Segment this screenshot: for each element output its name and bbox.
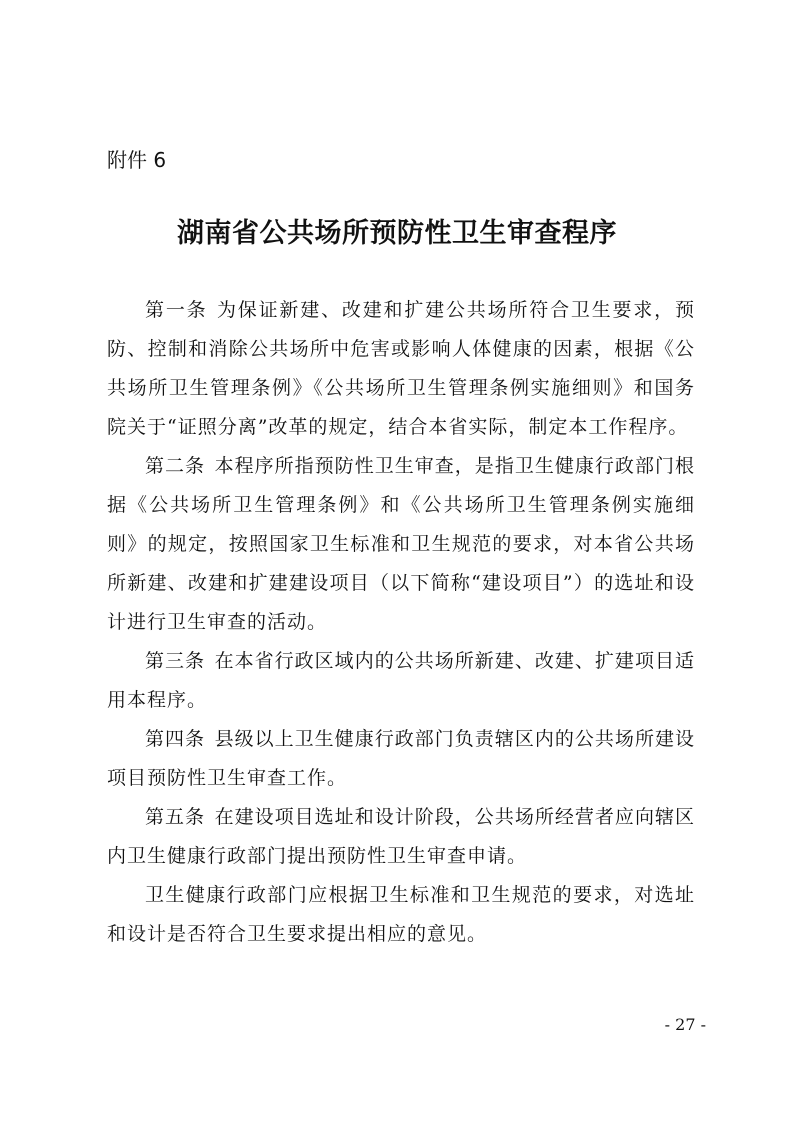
- paragraph-article-1: [107, 291, 695, 447]
- paragraph-text: 本程序所指预防性卫生审查，是指卫生健康行政部门根据《公共场所卫生管理条例》和《公共场所卫生管理条例实施细则》的规定，按照国家卫生标准和卫生规范的要求，对本省公共场所新建、改建和扩建建设项目（以下简称“建设项目”）的选址和设计进行卫生审查的活动。: [107, 455, 695, 633]
- paragraph-text: 在本省行政区域内的公共场所新建、改建、扩建项目适用本程序。: [107, 650, 695, 711]
- attachment-label: 附件 6: [107, 148, 167, 172]
- article-number: 第三条: [145, 650, 206, 672]
- article-number: 第五条: [145, 806, 206, 828]
- article-number: 第二条: [145, 455, 206, 477]
- document-body: [107, 291, 695, 954]
- paragraph-article-4: [107, 720, 695, 798]
- article-number: 第四条: [145, 728, 206, 750]
- paragraph-text: 县级以上卫生健康行政部门负责辖区内的公共场所建设项目预防性卫生审查工作。: [107, 728, 695, 789]
- paragraph-article-2: [107, 447, 695, 642]
- paragraph-article-3: [107, 642, 695, 720]
- paragraph-text: 卫生健康行政部门应根据卫生标准和卫生规范的要求，对选址和设计是否符合卫生要求提出相应的意见。: [107, 884, 695, 945]
- document-title: 湖南省公共场所预防性卫生审查程序: [177, 218, 617, 249]
- article-number: 第一条: [145, 299, 208, 321]
- paragraph-text: 为保证新建、改建和扩建公共场所符合卫生要求，预防、控制和消除公共场所中危害或影响人体健康的因素，根据《公共场所卫生管理条例》《公共场所卫生管理条例实施细则》和国务院关于“证照分离”改革的规定，结合本省实际，制定本工作程序。: [107, 299, 695, 438]
- page-number: - 27 -: [664, 1015, 706, 1034]
- paragraph-continuation: [107, 876, 695, 954]
- paragraph-text: 在建设项目选址和设计阶段，公共场所经营者应向辖区内卫生健康行政部门提出预防性卫生审查申请。: [107, 806, 695, 867]
- paragraph-article-5: [107, 798, 695, 876]
